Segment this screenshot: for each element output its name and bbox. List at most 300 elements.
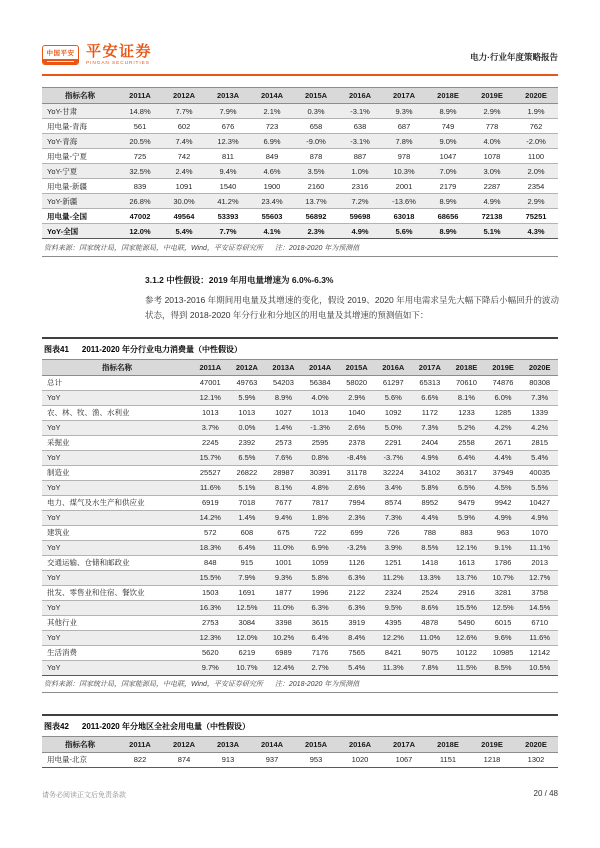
column-header: 2019E [470, 736, 514, 752]
table-cell: 6.3% [311, 603, 329, 612]
table-cell: 638 [353, 121, 367, 131]
table-row [42, 134, 558, 149]
table-cell: 5.6% [384, 393, 402, 402]
table-cell: 8.9% [439, 226, 457, 236]
chart42-title: 2011-2020 年分地区全社会用电量（中性假设） [81, 721, 250, 731]
table-row [42, 179, 558, 194]
table-row [42, 540, 558, 555]
table-cell: 7.4% [175, 136, 193, 146]
row-label: 用电量-北京 [47, 755, 87, 764]
table-row [42, 510, 558, 525]
table-cell: 849 [265, 151, 279, 161]
table-cell: 2404 [421, 438, 439, 447]
table-header-row [42, 88, 558, 104]
table-cell: 726 [387, 528, 400, 537]
table-cell: 5.8% [421, 483, 439, 492]
table-cell: 2378 [348, 438, 366, 447]
table-cell: 608 [240, 528, 254, 537]
column-header: 指标名称 [42, 359, 192, 375]
table-cell: -13.6% [392, 196, 416, 206]
table-cell: 3398 [275, 618, 292, 627]
table-cell: 56384 [309, 378, 331, 387]
table-row [42, 585, 558, 600]
source-text: 资料来源：国家统计局，国家能源局，中电联，Wind，平安证券研究所 [44, 244, 263, 252]
row-label: 建筑业 [47, 528, 70, 537]
row-label: 采掘业 [47, 438, 70, 447]
table-cell: 1285 [494, 408, 512, 417]
table-cell: 11.2% [382, 573, 404, 582]
table-cell: 978 [397, 151, 411, 161]
table-cell: 1047 [439, 151, 457, 161]
chart42-label: 图表42 [44, 721, 69, 731]
table-cell: 2573 [275, 438, 292, 447]
row-label: YoY [47, 483, 61, 492]
table-row [42, 375, 558, 390]
table-cell: 4.0% [483, 136, 501, 146]
table-cell: 3084 [238, 618, 256, 627]
table-cell: 1302 [527, 755, 545, 764]
table-cell: 1691 [238, 588, 256, 597]
table-cell: 2.9% [348, 393, 366, 402]
table-cell: 1070 [531, 528, 549, 537]
table-cell: 6.4% [457, 453, 475, 462]
table-cell: -3.1% [350, 136, 370, 146]
column-header: 2020E [514, 88, 558, 104]
table-cell: 11.0% [273, 543, 294, 552]
table-cell: 11.6% [529, 633, 551, 642]
table-cell: 5.2% [457, 423, 475, 432]
table-cell: 26.8% [129, 196, 151, 206]
chart41-caption [42, 337, 558, 359]
table-cell: 2.9% [483, 106, 501, 116]
row-label: YoY [47, 543, 61, 552]
table-cell: 2392 [238, 438, 256, 447]
table-cell: 10427 [529, 498, 551, 507]
table-cell: 762 [529, 121, 543, 131]
table-cell: 8.1% [457, 393, 475, 402]
table-cell: 8.9% [439, 106, 457, 116]
column-header: 2016A [375, 359, 412, 375]
row-label: 批发、零售业和住宿、餐饮业 [47, 588, 145, 597]
table-cell: 26822 [236, 468, 258, 477]
table-cell: 6.0% [494, 393, 512, 402]
table-cell: 7.7% [175, 106, 193, 116]
table-cell: 2354 [527, 181, 545, 191]
column-header: 2011A [118, 88, 162, 104]
table-cell: 5.4% [531, 453, 549, 462]
table-cell: 12.2% [382, 633, 404, 642]
table-cell: 80308 [529, 378, 551, 387]
table-cell: 10.5% [529, 663, 551, 672]
table-cell: 915 [240, 558, 254, 567]
table-cell: -9.0% [306, 136, 326, 146]
table-cell: 9.6% [494, 633, 512, 642]
column-header: 2014A [302, 359, 339, 375]
table-row [42, 570, 558, 585]
pingan-badge-icon [42, 45, 79, 65]
pingan-logo [42, 44, 152, 66]
table-cell: 41.2% [217, 196, 239, 206]
table-cell: 1613 [458, 558, 475, 567]
table-cell: 725 [133, 151, 147, 161]
table-cell: 822 [133, 755, 147, 764]
column-header: 2012A [229, 359, 266, 375]
table-cell: 12.6% [455, 633, 478, 642]
table-cell: 5.5% [531, 483, 549, 492]
table-cell: 7.3% [384, 513, 402, 522]
column-header: 指标名称 [42, 736, 118, 752]
column-header: 2018E [426, 736, 470, 752]
header-divider [42, 74, 558, 76]
table-header-row [42, 359, 558, 375]
table-row [42, 224, 558, 239]
table-cell: 1091 [175, 181, 193, 191]
table-cell: 53393 [217, 211, 239, 221]
table-cell: 687 [397, 121, 411, 131]
table-cell: 699 [350, 528, 363, 537]
table-cell: 13.7% [305, 196, 327, 206]
table-cell: 722 [313, 528, 327, 537]
table-cell: 913 [221, 755, 235, 764]
table-cell: 36317 [456, 468, 477, 477]
table-cell: 63018 [393, 211, 415, 221]
row-label: YoY [47, 453, 61, 462]
table-row [42, 209, 558, 224]
logo-subtitle: PINGAN SECURITIES [86, 61, 150, 66]
table-cell: 47002 [129, 211, 151, 221]
row-label: YoY [47, 573, 61, 582]
column-header: 2017A [382, 736, 426, 752]
table-cell: -3.7% [383, 453, 404, 462]
table-cell: 10985 [492, 648, 514, 657]
table-cell: 25527 [199, 468, 221, 477]
table-cell: 1078 [483, 151, 501, 161]
table-cell: 9.4% [274, 513, 293, 522]
table-cell: 1126 [348, 558, 365, 567]
table-cell: 2.6% [348, 423, 366, 432]
table-cell: 13.7% [455, 573, 478, 582]
table-cell: 1251 [384, 558, 402, 567]
table-cell: 2001 [395, 181, 413, 191]
table-cell: 7.3% [531, 393, 549, 402]
table-cell: 10.7% [236, 663, 258, 672]
row-label: YoY-青海 [47, 136, 78, 146]
table-cell: 4.9% [494, 513, 512, 522]
table-cell: 12.3% [217, 136, 239, 146]
column-header: 2011A [192, 359, 229, 375]
table-cell: 4.9% [531, 513, 549, 522]
table-cell: 15.5% [455, 603, 478, 612]
table-cell: 6710 [531, 618, 549, 627]
table-cell: 47001 [199, 378, 221, 387]
table-cell: 2671 [494, 438, 512, 447]
table-cell: 15.5% [199, 573, 221, 582]
table-cell: 14.8% [129, 106, 151, 116]
table-cell: 4.1% [263, 226, 281, 236]
table-cell: 7176 [311, 648, 329, 657]
table-cell: 20.5% [129, 136, 151, 146]
table-row [42, 480, 558, 495]
table-row [42, 615, 558, 630]
table-cell: 6.5% [238, 453, 256, 462]
table-cell: 1.4% [274, 423, 293, 432]
table-cell: 12.5% [492, 603, 514, 612]
table-cell: 37949 [492, 468, 514, 477]
table-row [42, 660, 558, 675]
table-row [42, 465, 558, 480]
table-cell: 7.8% [395, 136, 413, 146]
column-header: 2015A [294, 88, 338, 104]
table-cell: 5.6% [395, 226, 413, 236]
table-cell: 676 [221, 121, 235, 131]
section-paragraph: 参考 2013-2016 年期间用电量及其增速的变化，假设 2019、2020 年用电需求呈先大幅下降后小幅回升的波动状态，得到 2018-2020 年分行业和分地区的用电量及其增速的预测值如下： [145, 295, 559, 320]
table-cell: 3615 [311, 618, 329, 627]
table-cell: 2179 [439, 181, 457, 191]
table-cell: 3.7% [201, 423, 219, 432]
column-header: 2020E [521, 359, 558, 375]
column-header: 2013A [265, 359, 302, 375]
column-header: 2012A [162, 88, 206, 104]
table-cell: 3.9% [384, 543, 402, 552]
table-cell: -1.3% [310, 423, 330, 432]
table-cell: 778 [485, 121, 499, 131]
table-cell: 788 [423, 528, 437, 537]
table-cell: 32224 [382, 468, 404, 477]
table-cell: 6.9% [263, 136, 281, 146]
table-cell: 4.6% [263, 166, 281, 176]
table-cell: 1013 [238, 408, 256, 417]
table-cell: 1218 [483, 755, 501, 764]
table-cell: 3919 [348, 618, 366, 627]
table-cell: 2122 [348, 588, 366, 597]
table-cell: 11.5% [456, 663, 477, 672]
row-label: YoY [47, 633, 61, 642]
table-cell: 2558 [458, 438, 475, 447]
table-cell: 839 [133, 181, 147, 191]
table-cell: -3.1% [350, 106, 370, 116]
table-cell: 1.8% [311, 513, 329, 522]
row-label: YoY-宁夏 [47, 166, 78, 176]
table-cell: 1418 [421, 558, 439, 567]
column-header: 2018E [426, 88, 470, 104]
column-header: 2015A [294, 736, 338, 752]
table-cell: 874 [177, 755, 191, 764]
table-row [42, 420, 558, 435]
table-cell: 1540 [219, 181, 237, 191]
table-cell: 2.0% [527, 166, 545, 176]
table-cell: 11.0% [273, 603, 294, 612]
table-cell: 12.0% [236, 633, 258, 642]
table-cell: 13.3% [419, 573, 441, 582]
table-cell: 0.0% [238, 423, 256, 432]
table-cell: 6.3% [348, 573, 366, 582]
row-label: YoY [47, 603, 61, 612]
table-row [42, 149, 558, 164]
table-cell: 3.0% [483, 166, 501, 176]
table-cell: 1996 [311, 588, 329, 597]
table-cell: 30391 [309, 468, 331, 477]
table-cell: 4395 [384, 618, 402, 627]
column-header: 2014A [250, 736, 294, 752]
table-cell: 30.0% [173, 196, 195, 206]
table-cell: 7.2% [351, 196, 369, 206]
footer-disclaimer: 请务必阅读正文后免责条款 [42, 792, 126, 799]
column-header: 2013A [206, 88, 250, 104]
chart42-caption [42, 714, 558, 736]
table-cell: 9479 [458, 498, 475, 507]
table-cell: 1151 [439, 755, 457, 764]
section-heading: 3.1.2 中性假设：2019 年用电量增速为 6.0%-6.3% [145, 275, 334, 285]
table-cell: 49763 [236, 378, 258, 387]
table-cell: 878 [309, 151, 323, 161]
table-row [42, 405, 558, 420]
table-cell: 11.1% [529, 543, 551, 552]
table-row [42, 194, 558, 209]
table-cell: 572 [204, 528, 217, 537]
table-cell: 54203 [273, 378, 294, 387]
column-header: 2018E [448, 359, 485, 375]
table-cell: 12.7% [529, 573, 551, 582]
table-cell: 0.8% [311, 453, 329, 462]
table-cell: 12142 [529, 648, 551, 657]
table-cell: 5.0% [384, 423, 402, 432]
column-header: 指标名称 [42, 88, 118, 104]
table-cell: 32.5% [129, 166, 151, 176]
table-cell: 8.9% [274, 393, 293, 402]
column-header: 2016A [338, 736, 382, 752]
table-cell: 12.1% [455, 543, 478, 552]
table-row [42, 390, 558, 405]
table-cell: 963 [496, 528, 510, 537]
table-cell: 58020 [346, 378, 368, 387]
table-cell: 6.5% [457, 483, 475, 492]
table-cell: 2316 [351, 181, 369, 191]
table-cell: 2245 [201, 438, 219, 447]
table-cell: -3.2% [346, 543, 367, 552]
table-cell: 12.1% [199, 393, 221, 402]
table-cell: 8574 [384, 498, 402, 507]
table-cell: 7817 [311, 498, 329, 507]
table-cell: 8.1% [274, 483, 293, 492]
table-cell: 883 [460, 528, 473, 537]
row-label: YoY-新疆 [47, 196, 78, 206]
table-cell: 6989 [275, 648, 292, 657]
table-cell: 675 [277, 528, 290, 537]
region-consumption-table-block [42, 87, 558, 257]
table-cell: 70610 [456, 378, 477, 387]
column-header: 2016A [338, 88, 382, 104]
table-cell: 2.6% [348, 483, 366, 492]
table-cell: 2.3% [307, 226, 325, 236]
table-cell: 7.7% [219, 226, 237, 236]
note-text: 注：2018-2020 年为预测值 [274, 244, 360, 252]
table-cell: 5.4% [348, 663, 366, 672]
table-cell: 12.3% [199, 633, 221, 642]
table-cell: 887 [353, 151, 367, 161]
table-cell: 6.9% [311, 543, 329, 552]
table-cell: 1001 [275, 558, 292, 567]
row-label: 电力、煤气及水生产和供应业 [47, 498, 145, 507]
table-cell: 6.4% [238, 543, 256, 552]
table-row [42, 495, 558, 510]
row-label: YoY [47, 663, 61, 672]
table-cell: 561 [133, 121, 147, 131]
table-cell: 7.8% [421, 663, 439, 672]
table-cell: 4.4% [494, 453, 512, 462]
table-cell: 658 [309, 121, 323, 131]
table-cell: 5620 [201, 648, 219, 657]
table-cell: 1013 [311, 408, 329, 417]
table-cell: 7.9% [219, 106, 237, 116]
table-cell: 7.0% [439, 166, 457, 176]
table-cell: 7018 [238, 498, 256, 507]
table-cell: 7.3% [421, 423, 439, 432]
table-cell: 1040 [348, 408, 366, 417]
table-cell: 1503 [201, 588, 219, 597]
row-label: YoY [47, 513, 61, 522]
table-cell: 749 [441, 121, 455, 131]
logo-text [86, 44, 152, 66]
table-cell: 12.0% [129, 226, 151, 236]
column-header: 2012A [162, 736, 206, 752]
table-cell: 10.7% [492, 573, 514, 582]
table-cell: 2524 [421, 588, 439, 597]
table-cell: 11.3% [382, 663, 404, 672]
table-cell: 4.4% [421, 513, 439, 522]
table-cell: 31178 [346, 468, 367, 477]
row-label: 交通运输、仓储和邮政业 [47, 558, 130, 567]
table-cell: 3758 [531, 588, 549, 597]
table-cell: 9.7% [201, 663, 219, 672]
table-cell: 75251 [525, 211, 547, 221]
table-cell: 15.7% [199, 453, 221, 462]
column-header: 2019E [470, 88, 514, 104]
table-cell: 5.1% [483, 226, 501, 236]
table-cell: 5.1% [238, 483, 256, 492]
table-cell: 1.0% [351, 166, 369, 176]
table-cell: 2.1% [263, 106, 281, 116]
table-cell: 12.4% [272, 663, 295, 672]
table-cell: 2287 [483, 181, 501, 191]
row-label: 生活消费 [47, 648, 77, 657]
table-cell: 16.3% [199, 603, 221, 612]
source-note [42, 239, 558, 257]
table-row [42, 600, 558, 615]
page-number: 20 / 48 [533, 789, 558, 798]
table-cell: 811 [222, 151, 234, 161]
table-cell: 6.4% [311, 633, 329, 642]
table-cell: 14.5% [529, 603, 551, 612]
table-cell: 4.2% [494, 423, 512, 432]
table-cell: 2324 [384, 588, 402, 597]
table-cell: 4.2% [531, 423, 549, 432]
industry-consumption-table [42, 359, 558, 676]
table-header-row [42, 736, 558, 752]
table-cell: 2753 [201, 618, 219, 627]
row-label: YoY [47, 423, 61, 432]
table-cell: 40035 [529, 468, 551, 477]
table-cell: 8421 [384, 648, 402, 657]
table-cell: 1339 [531, 408, 549, 417]
table-cell: 1027 [275, 408, 292, 417]
table-cell: 4.0% [311, 393, 329, 402]
table-cell: 602 [177, 121, 191, 131]
table-cell: 6219 [238, 648, 256, 657]
table-cell: 4.5% [494, 483, 512, 492]
table-cell: 9942 [494, 498, 512, 507]
table-cell: 1172 [421, 408, 438, 417]
chart41-label: 图表41 [44, 344, 69, 354]
